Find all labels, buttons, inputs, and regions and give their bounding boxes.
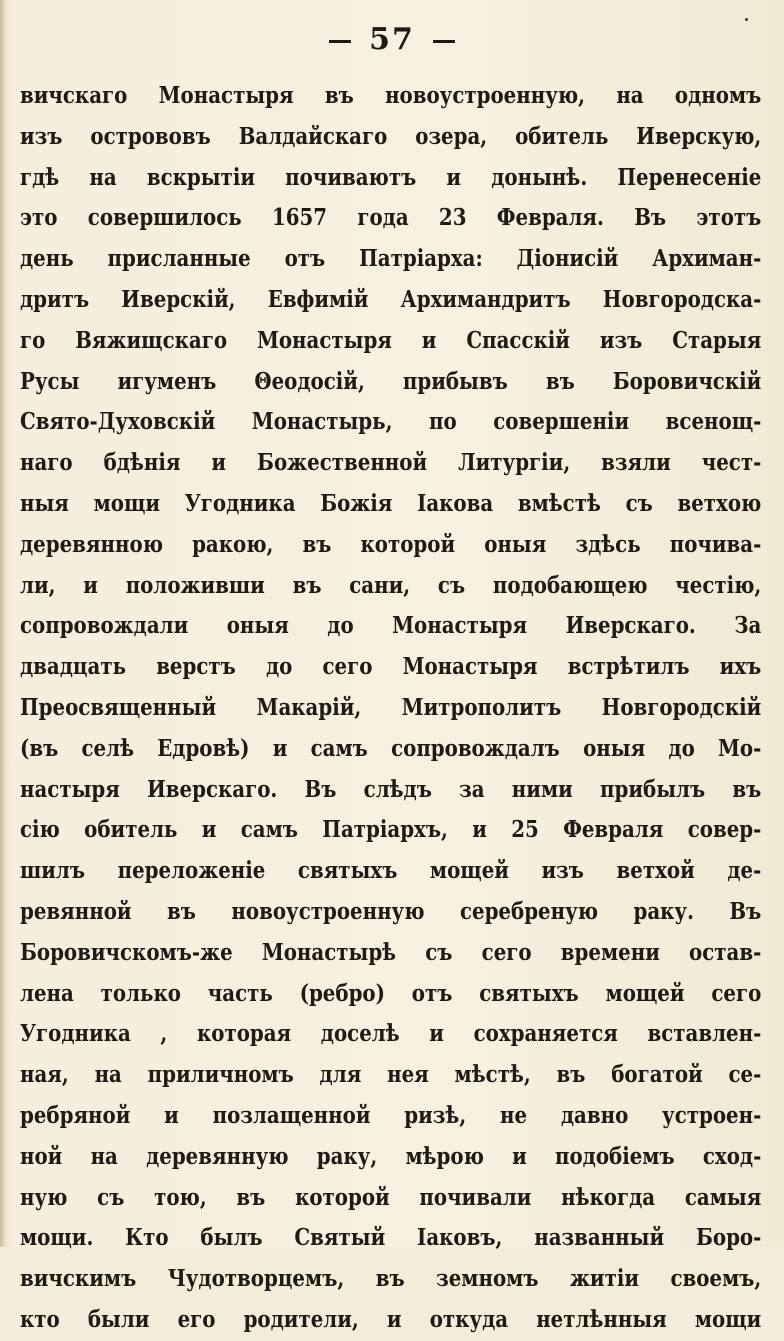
page-number: 57	[369, 22, 415, 57]
text-line: Русы игуменъ Θеодосій, прибывъ въ Боровичскій	[20, 367, 762, 395]
text-line: ная, на приличномъ для нея мѣстѣ, въ богатой се-	[20, 1061, 762, 1089]
text-line: ребряной и позлащенной ризѣ, не давно устроен-	[20, 1101, 762, 1129]
page-spine-shadow	[0, 0, 6, 1247]
text-line: ную съ тою, въ которой почивали нѣкогда самыя	[20, 1183, 762, 1211]
text-line: сію обитель и самъ Патріархъ, и 25 Февраля совер-	[20, 816, 762, 844]
text-line: ныя мощи Угодника Божія Іакова вмѣстѣ съ ветхою	[20, 489, 762, 517]
text-line: изъ острововъ Валдайскаго озера, обитель Иверскую,	[20, 122, 762, 150]
text-line: дритъ Иверскій, Евфимій Архимандритъ Новгородска-	[20, 285, 762, 313]
text-line: го Вяжищскаго Монастыря и Спасскій изъ Старыя	[20, 326, 762, 354]
text-line: сопровождали оныя до Монастыря Иверскаго. За	[20, 612, 762, 640]
text-line: шилъ переложеніе святыхъ мощей изъ ветхой де-	[20, 857, 762, 885]
text-line: двадцать верстъ до сего Монастыря встрѣтилъ ихъ	[20, 653, 762, 681]
text-line: наго бдѣнія и Божественной Литургіи, взяли чест-	[20, 449, 762, 477]
text-line: ной на деревянную раку, мѣрою и подобіемъ сход-	[20, 1142, 762, 1170]
body-text	[20, 76, 762, 1341]
text-line: Преосвященный Макарій, Митрополитъ Новгородскій	[20, 693, 762, 721]
header-dash-left	[329, 40, 351, 43]
text-line: вичскаго Монастыря въ новоустроенную, на одномъ	[20, 82, 762, 109]
text-line: (въ селѣ Едровѣ) и самъ сопровождалъ оныя до Мо-	[20, 734, 762, 762]
text-line: это совершилось 1657 года 23 Февраля. Въ этотъ	[20, 204, 762, 232]
text-line: гдѣ на вскрытіи почиваютъ и донынѣ. Перенесеніе	[20, 163, 762, 191]
text-line: настыря Иверскаго. Въ слѣдъ за ними прибылъ въ	[20, 775, 762, 803]
text-line: день присланные отъ Патріарха: Діонисій Архиман-	[20, 245, 762, 273]
text-line: ревянной въ новоустроенную серебреную раку. Въ	[20, 897, 762, 925]
page-header	[0, 22, 784, 57]
text-line: кто были его родители, и откуда нетлѣнныя мощи	[20, 1305, 762, 1333]
text-line: Угодника , которая доселѣ и сохраняется вставлен-	[20, 1020, 762, 1048]
ink-speck	[745, 18, 748, 21]
text-line: ли, и положивши въ сани, съ подобающею честію,	[20, 571, 762, 599]
text-line: мощи. Кто былъ Святый Іаковъ, названный Боро-	[20, 1224, 762, 1252]
text-line: Свято-Духовскій Монастырь, по совершеніи всенощ-	[20, 408, 762, 436]
header-dash-right	[433, 40, 455, 43]
text-line: Боровичскомъ-же Монастырѣ съ сего времени остав-	[20, 938, 762, 966]
text-line: лена только часть (ребро) отъ святыхъ мощей сего	[20, 979, 762, 1007]
text-line: деревянною ракою, въ которой оныя здѣсь почива-	[20, 530, 762, 558]
text-line: вичскимъ Чудотворцемъ, въ земномъ житіи своемъ,	[20, 1265, 762, 1293]
